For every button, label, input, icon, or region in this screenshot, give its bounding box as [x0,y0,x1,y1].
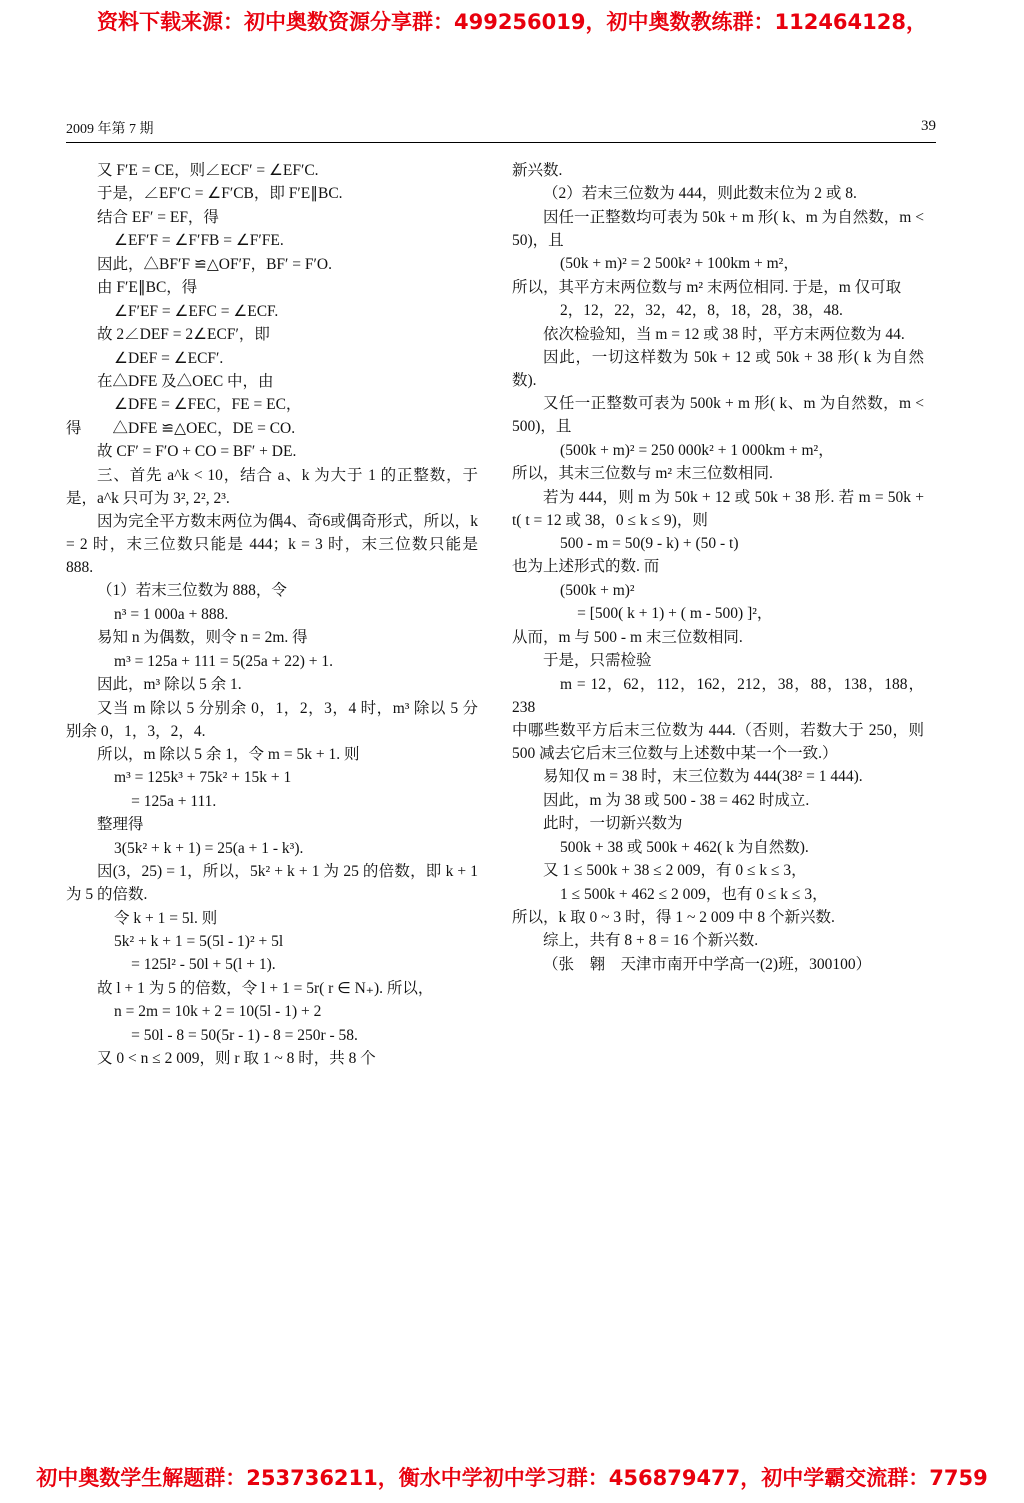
paragraph: = 125a + 111. [131,792,217,810]
paragraph: = 125l² - 50l + 5(l + 1). [131,956,276,974]
paragraph: 因为完全平方数末两位为偶4、奇6或偶奇形式，所以，k = 2 时，末三位数只能是 444；k = 3 时，末三位数只能是 888. [66,513,478,576]
paragraph: 令 k + 1 = 5l. 则 [114,909,218,927]
paragraph: 故 CF′ = F′O + CO = BF′ + DE. [97,443,297,461]
paragraph: 也为上述形式的数. 而 [512,558,660,576]
paragraph: 从而，m 与 500 - m 末三位数相同. [512,628,743,646]
paragraph: 又任一正整数可表为 500k + m 形( k、m 为自然数，m < 500)，且 [512,395,924,436]
paragraph: 因(3，25) = 1，所以，5k² + k + 1 为 25 的倍数，即 k + 1 为 5 的倍数. [66,863,478,904]
paragraph: 又 1 ≤ 500k + 38 ≤ 2 009，有 0 ≤ k ≤ 3， [543,862,807,880]
paragraph: 得 △DFE ≌△OEC，DE = CO. [66,419,296,437]
paragraph: 若为 444，则 m 为 50k + 12 或 50k + 38 形. 若 m = 50k + t( t = 12 或 38，0 ≤ k ≤ 9)，则 [512,488,924,529]
paragraph: 依次检验知，当 m = 12 或 38 时，平方末两位数为 44. [543,325,905,343]
paragraph: n³ = 1 000a + 888. [114,605,229,623]
paragraph: 3(5k² + k + 1) = 25(a + 1 - k³). [114,839,304,857]
paragraph: 500k + 38 或 500k + 462( k 为自然数). [560,838,809,856]
paragraph: 整理得 [97,816,144,834]
paragraph: 结合 EF′ = EF，得 [97,208,219,226]
paragraph: 所以，k 取 0 ~ 3 时，得 1 ~ 2 009 中 8 个新兴数. [512,909,835,926]
paragraph: (500k + m)² = 250 000k² + 1 000km + m²， [560,441,834,459]
paragraph: 因此，m³ 除以 5 余 1. [97,676,242,694]
watermark-top: 资料下载来源：初中奥数资源分享群：499256019，初中奥数教练群：112464128， [96,10,927,34]
paragraph: （张 翱 天津市南开中学高一(2)班，300100） [543,955,872,973]
paragraph: 500 - m = 50(9 - k) + (50 - t) [560,535,739,552]
paragraph: 所以，其平方末两位数与 m² 末两位相同. 于是，m 仅可取 [512,278,902,296]
paragraph: 又 F′E = CE，则∠ECF′ = ∠EF′C. [97,162,319,179]
right-column [512,160,924,977]
paragraph: 因此，一切这样数为 50k + 12 或 50k + 38 形( k 为自然数). [512,349,924,389]
paragraph: 又 0 < n ≤ 2 009，则 r 取 1 ~ 8 时，共 8 个 [97,1050,376,1068]
paragraph: ∠DEF = ∠ECF′. [114,349,224,367]
paragraph: 此时，一切新兴数为 [543,815,683,833]
paragraph: 由 F′E∥BC，得 [97,279,198,297]
paragraph: 易知仅 m = 38 时，末三位数为 444(38² = 1 444). [543,768,863,786]
paragraph: 于是，∠EF′C = ∠F′CB，即 F′E∥BC. [97,185,343,203]
paragraph: = 50l - 8 = 50(5r - 1) - 8 = 250r - 58. [131,1026,358,1044]
paragraph: 所以，m 除以 5 余 1，令 m = 5k + 1. 则 [97,745,360,763]
watermark-bottom: 初中奥数学生解题群：253736211，衡水中学初中学习群：456879477，初中学霸交流群：7759 [36,1466,988,1490]
paragraph: 因此，m 为 38 或 500 - 38 = 462 时成立. [543,791,810,809]
paragraph: 2，12，22，32，42，8，18，28，38，48. [560,302,843,320]
page-header [66,118,936,143]
paragraph: m³ = 125k³ + 75k² + 15k + 1 [114,769,292,787]
paragraph: 故 2∠DEF = 2∠ECF′，即 [97,326,270,344]
paragraph: 因此，△BF′F ≌△OF′F，BF′ = F′O. [97,255,332,273]
paragraph: （2）若末三位数为 444，则此数末位为 2 或 8. [543,185,857,203]
paragraph: （1）若末三位数为 888，令 [97,582,287,600]
paragraph: = [500( k + 1) + ( m - 500) ]²， [577,605,773,623]
paragraph: 又当 m 除以 5 分别余 0，1，2，3，4 时，m³ 除以 5 分别余 0，1，3，2，4. [66,699,478,740]
paragraph: 于是，只需检验 [543,652,652,670]
paragraph: ∠F′EF = ∠EFC = ∠ECF. [114,302,279,320]
page-number: 39 [921,118,936,134]
paragraph: m = 12，62，112，162，212，38，88，138，188，238 [512,675,924,716]
paragraph: 所以，其末三位数与 m² 末三位数相同. [512,465,773,483]
paragraph: n = 2m = 10k + 2 = 10(5l - 1) + 2 [114,1003,322,1021]
paragraph: 1 ≤ 500k + 462 ≤ 2 009，也有 0 ≤ k ≤ 3， [560,885,828,903]
paragraph: 三、首先 a^k < 10，结合 a、k 为大于 1 的正整数，于是，a^k 只可为 3², 2², 2³. [66,466,478,507]
paragraph: 综上，共有 8 + 8 = 16 个新兴数. [543,932,759,950]
paragraph: 在△DFE 及△OEC 中，由 [97,372,274,390]
paragraph: ∠EF′F = ∠F′FB = ∠F′FE. [114,232,284,250]
paragraph: m³ = 125a + 111 = 5(25a + 22) + 1. [114,652,334,670]
paragraph: (50k + m)² = 2 500k² + 100km + m²， [560,255,799,273]
issue-label: 2009 年第 7 期 [66,122,154,137]
paragraph: ∠DFE = ∠FEC，FE = EC， [114,396,302,414]
paragraph: 新兴数. [512,162,563,179]
left-column [66,160,478,1072]
paragraph: (500k + m)² [560,581,635,599]
paragraph: 5k² + k + 1 = 5(5l - 1)² + 5l [114,932,284,950]
paragraph: 中哪些数平方后末三位数为 444.（否则，若数大于 250，则 500 减去它后末三位数与上述数中某一个一致.） [512,722,924,762]
paragraph: 因任一正整数均可表为 50k + m 形( k、m 为自然数，m < 50)，且 [512,208,924,249]
paragraph: 易知 n 为偶数，则令 n = 2m. 得 [97,629,308,647]
paragraph: 故 l + 1 为 5 的倍数，令 l + 1 = 5r( r ∈ N₊). 所以， [97,979,434,997]
